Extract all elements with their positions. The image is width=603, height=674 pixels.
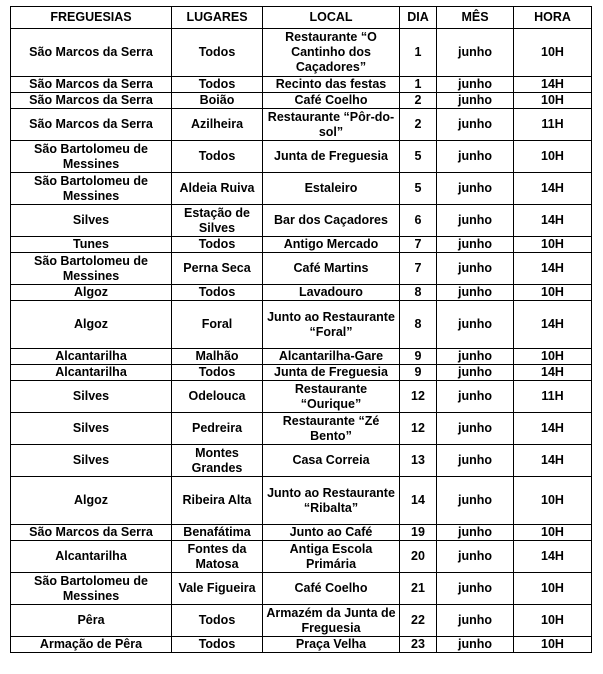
local-cell: Restaurante “Ourique” <box>263 381 400 413</box>
hora-cell: 10H <box>514 93 592 109</box>
header-lugares: LUGARES <box>172 7 263 29</box>
lugar-cell: Pedreira <box>172 413 263 445</box>
table-row <box>11 413 592 445</box>
local-cell: Junta de Freguesia <box>263 365 400 381</box>
hora-cell: 14H <box>514 365 592 381</box>
local-cell: Antiga Escola Primária <box>263 541 400 573</box>
local-cell: Lavadouro <box>263 285 400 301</box>
dia-cell: 8 <box>400 285 437 301</box>
lugar-cell: Malhão <box>172 349 263 365</box>
hora-cell: 14H <box>514 173 592 205</box>
freguesia-cell: São Bartolomeu de Messines <box>11 141 172 173</box>
mes-cell: junho <box>437 77 514 93</box>
table-row <box>11 173 592 205</box>
freguesia-cell: Algoz <box>11 301 172 349</box>
header-local: LOCAL <box>263 7 400 29</box>
header-mes: MÊS <box>437 7 514 29</box>
mes-cell: junho <box>437 413 514 445</box>
table-row <box>11 525 592 541</box>
freguesia-cell: São Marcos da Serra <box>11 93 172 109</box>
lugar-cell: Foral <box>172 301 263 349</box>
dia-cell: 23 <box>400 637 437 653</box>
lugar-cell: Benafátima <box>172 525 263 541</box>
hora-cell: 14H <box>514 253 592 285</box>
freguesia-cell: Algoz <box>11 477 172 525</box>
dia-cell: 12 <box>400 381 437 413</box>
dia-cell: 7 <box>400 253 437 285</box>
dia-cell: 5 <box>400 141 437 173</box>
freguesia-cell: Alcantarilha <box>11 365 172 381</box>
lugar-cell: Fontes da Matosa <box>172 541 263 573</box>
table-row <box>11 301 592 349</box>
freguesia-cell: São Marcos da Serra <box>11 525 172 541</box>
freguesia-cell: Alcantarilha <box>11 541 172 573</box>
lugar-cell: Vale Figueira <box>172 573 263 605</box>
local-cell: Junto ao Restaurante “Ribalta” <box>263 477 400 525</box>
mes-cell: junho <box>437 365 514 381</box>
hora-cell: 10H <box>514 29 592 77</box>
dia-cell: 8 <box>400 301 437 349</box>
local-cell: Antigo Mercado <box>263 237 400 253</box>
lugar-cell: Boião <box>172 93 263 109</box>
lugar-cell: Montes Grandes <box>172 445 263 477</box>
freguesia-cell: Silves <box>11 205 172 237</box>
local-cell: Junto ao Café <box>263 525 400 541</box>
mes-cell: junho <box>437 29 514 77</box>
mes-cell: junho <box>437 573 514 605</box>
table-row <box>11 445 592 477</box>
table-row <box>11 637 592 653</box>
dia-cell: 1 <box>400 29 437 77</box>
lugar-cell: Estação de Silves <box>172 205 263 237</box>
freguesia-cell: São Bartolomeu de Messines <box>11 573 172 605</box>
local-cell: Casa Correia <box>263 445 400 477</box>
hora-cell: 10H <box>514 141 592 173</box>
local-cell: Restaurante “O Cantinho dos Caçadores” <box>263 29 400 77</box>
hora-cell: 10H <box>514 525 592 541</box>
lugar-cell: Odelouca <box>172 381 263 413</box>
header-hora: HORA <box>514 7 592 29</box>
dia-cell: 1 <box>400 77 437 93</box>
lugar-cell: Ribeira Alta <box>172 477 263 525</box>
dia-cell: 5 <box>400 173 437 205</box>
lugar-cell: Todos <box>172 285 263 301</box>
table-row <box>11 381 592 413</box>
mes-cell: junho <box>437 173 514 205</box>
table-row <box>11 285 592 301</box>
lugar-cell: Aldeia Ruiva <box>172 173 263 205</box>
mes-cell: junho <box>437 237 514 253</box>
dia-cell: 22 <box>400 605 437 637</box>
hora-cell: 11H <box>514 381 592 413</box>
table-row <box>11 93 592 109</box>
hora-cell: 14H <box>514 301 592 349</box>
local-cell: Estaleiro <box>263 173 400 205</box>
table-row <box>11 253 592 285</box>
dia-cell: 2 <box>400 109 437 141</box>
dia-cell: 12 <box>400 413 437 445</box>
mes-cell: junho <box>437 253 514 285</box>
local-cell: Café Coelho <box>263 573 400 605</box>
mes-cell: junho <box>437 605 514 637</box>
freguesia-cell: Silves <box>11 445 172 477</box>
lugar-cell: Todos <box>172 237 263 253</box>
hora-cell: 10H <box>514 237 592 253</box>
hora-cell: 14H <box>514 541 592 573</box>
hora-cell: 10H <box>514 605 592 637</box>
hora-cell: 14H <box>514 413 592 445</box>
mes-cell: junho <box>437 109 514 141</box>
table-row <box>11 77 592 93</box>
freguesia-cell: Algoz <box>11 285 172 301</box>
dia-cell: 21 <box>400 573 437 605</box>
dia-cell: 9 <box>400 349 437 365</box>
mes-cell: junho <box>437 637 514 653</box>
freguesia-cell: São Marcos da Serra <box>11 77 172 93</box>
freguesia-cell: São Marcos da Serra <box>11 109 172 141</box>
lugar-cell: Todos <box>172 141 263 173</box>
mes-cell: junho <box>437 141 514 173</box>
local-cell: Bar dos Caçadores <box>263 205 400 237</box>
hora-cell: 14H <box>514 445 592 477</box>
table-row <box>11 573 592 605</box>
lugar-cell: Todos <box>172 77 263 93</box>
table-row <box>11 365 592 381</box>
local-cell: Restaurante “Pôr-do-sol” <box>263 109 400 141</box>
dia-cell: 13 <box>400 445 437 477</box>
dia-cell: 9 <box>400 365 437 381</box>
mes-cell: junho <box>437 541 514 573</box>
freguesia-cell: Armação de Pêra <box>11 637 172 653</box>
hora-cell: 10H <box>514 477 592 525</box>
hora-cell: 10H <box>514 285 592 301</box>
local-cell: Armazém da Junta de Freguesia <box>263 605 400 637</box>
local-cell: Recinto das festas <box>263 77 400 93</box>
local-cell: Restaurante “Zé Bento” <box>263 413 400 445</box>
hora-cell: 14H <box>514 77 592 93</box>
local-cell: Café Coelho <box>263 93 400 109</box>
table-row <box>11 541 592 573</box>
header-row <box>11 7 592 29</box>
local-cell: Alcantarilha-Gare <box>263 349 400 365</box>
hora-cell: 14H <box>514 205 592 237</box>
freguesia-cell: Tunes <box>11 237 172 253</box>
lugar-cell: Todos <box>172 605 263 637</box>
schedule-table <box>10 6 592 653</box>
table-row <box>11 205 592 237</box>
freguesia-cell: São Bartolomeu de Messines <box>11 253 172 285</box>
freguesia-cell: Silves <box>11 381 172 413</box>
lugar-cell: Todos <box>172 365 263 381</box>
mes-cell: junho <box>437 205 514 237</box>
mes-cell: junho <box>437 381 514 413</box>
mes-cell: junho <box>437 477 514 525</box>
freguesia-cell: São Bartolomeu de Messines <box>11 173 172 205</box>
mes-cell: junho <box>437 301 514 349</box>
mes-cell: junho <box>437 285 514 301</box>
table-row <box>11 349 592 365</box>
hora-cell: 10H <box>514 573 592 605</box>
dia-cell: 19 <box>400 525 437 541</box>
mes-cell: junho <box>437 349 514 365</box>
freguesia-cell: Alcantarilha <box>11 349 172 365</box>
mes-cell: junho <box>437 525 514 541</box>
table-row <box>11 237 592 253</box>
hora-cell: 11H <box>514 109 592 141</box>
dia-cell: 6 <box>400 205 437 237</box>
mes-cell: junho <box>437 445 514 477</box>
freguesia-cell: Pêra <box>11 605 172 637</box>
header-freguesias: FREGUESIAS <box>11 7 172 29</box>
table-row <box>11 109 592 141</box>
local-cell: Praça Velha <box>263 637 400 653</box>
dia-cell: 20 <box>400 541 437 573</box>
mes-cell: junho <box>437 93 514 109</box>
lugar-cell: Azilheira <box>172 109 263 141</box>
header-dia: DIA <box>400 7 437 29</box>
table-row <box>11 477 592 525</box>
table-row <box>11 29 592 77</box>
hora-cell: 10H <box>514 349 592 365</box>
dia-cell: 14 <box>400 477 437 525</box>
dia-cell: 2 <box>400 93 437 109</box>
dia-cell: 7 <box>400 237 437 253</box>
table-row <box>11 605 592 637</box>
local-cell: Café Martins <box>263 253 400 285</box>
freguesia-cell: São Marcos da Serra <box>11 29 172 77</box>
local-cell: Junto ao Restaurante “Foral” <box>263 301 400 349</box>
lugar-cell: Perna Seca <box>172 253 263 285</box>
hora-cell: 10H <box>514 637 592 653</box>
local-cell: Junta de Freguesia <box>263 141 400 173</box>
lugar-cell: Todos <box>172 29 263 77</box>
table-row <box>11 141 592 173</box>
lugar-cell: Todos <box>172 637 263 653</box>
freguesia-cell: Silves <box>11 413 172 445</box>
